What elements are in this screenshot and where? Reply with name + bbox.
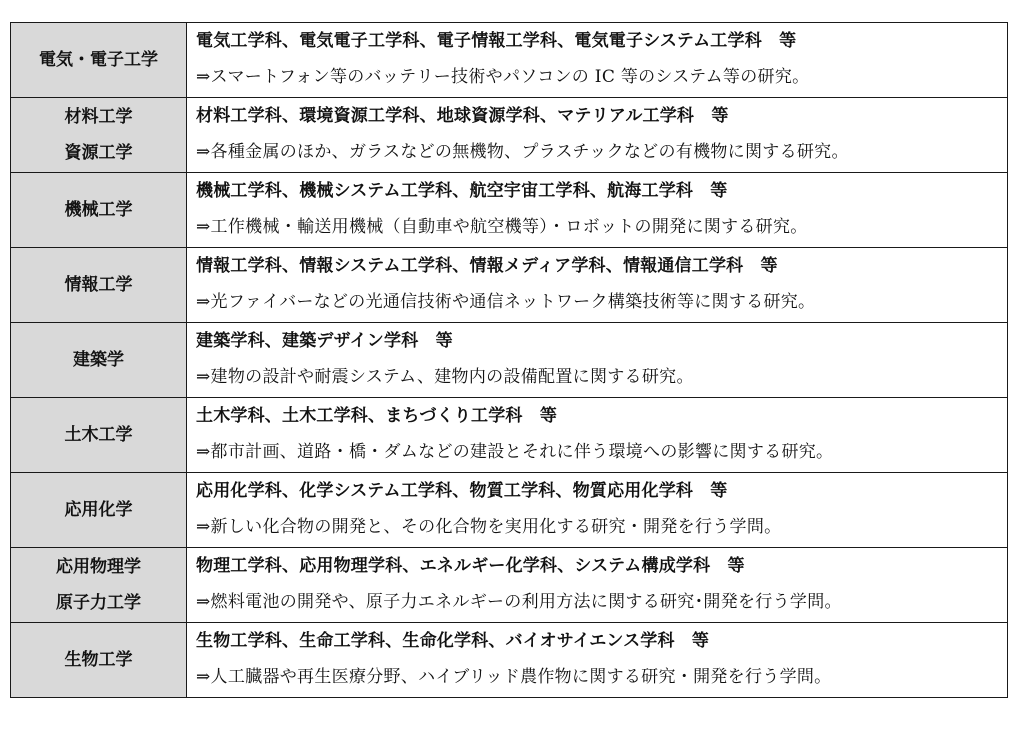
research-description: ⇒各種金属のほか、ガラスなどの無機物、プラスチックなどの有機物に関する研究。 [196,142,849,162]
field-category-name: 電気・電子工学 [39,50,158,70]
research-description: ⇒燃料電池の開発や、原子力エネルギーの利用方法に関する研究･開発を行う学問。 [196,592,842,612]
research-description: ⇒光ファイバーなどの光通信技術や通信ネットワーク構築技術等に関する研究。 [196,292,816,312]
field-description-cell [187,173,1008,248]
department-list: 建築学科、建築デザイン学科 等 [196,331,453,351]
table-row [11,98,1008,173]
field-category-cell [11,248,187,323]
field-description-cell [187,398,1008,473]
field-description-cell [187,548,1008,623]
department-list: 生物工学科、生命工学科、生命化学科、バイオサイエンス学科 等 [196,631,710,651]
field-category-cell [11,323,187,398]
engineering-fields-table [10,22,1008,698]
table-row [11,248,1008,323]
field-description-cell [187,23,1008,98]
table-row [11,23,1008,98]
department-list: 機械工学科、機械システム工学科、航空宇宙工学科、航海工学科 等 [196,181,728,201]
research-description: ⇒人工臓器や再生医療分野、ハイブリッド農作物に関する研究・開発を行う学問。 [196,667,832,687]
field-category-name: 機械工学 [64,200,133,220]
department-list: 応用化学科、化学システム工学科、物質工学科、物質応用化学科 等 [196,481,728,501]
table-row [11,173,1008,248]
table-row [11,473,1008,548]
field-description-cell [187,473,1008,548]
field-category-name: 応用化学 [64,500,133,520]
field-category-cell [11,623,187,698]
research-description: ⇒工作機械・輸送用機械（自動車や航空機等）・ロボットの開発に関する研究。 [196,217,808,237]
department-list: 電気工学科、電気電子工学科、電子情報工学科、電気電子システム工学科 等 [196,31,797,51]
department-list: 土木学科、土木工学科、まちづくり工学科 等 [196,406,558,426]
field-category-name: 資源工学 [64,143,133,163]
field-category-name: 土木工学 [64,425,133,445]
field-category-name: 生物工学 [64,650,133,670]
department-list: 情報工学科、情報システム工学科、情報メディア学科、情報通信工学科 等 [196,256,778,276]
field-category-name: 情報工学 [64,275,133,295]
research-description: ⇒都市計画、道路・橋・ダムなどの建設とそれに伴う環境への影響に関する研究。 [196,442,834,462]
field-description-cell [187,623,1008,698]
field-description-cell [187,98,1008,173]
research-description: ⇒建物の設計や耐震システム、建物内の設備配置に関する研究。 [196,367,694,387]
table-row [11,323,1008,398]
field-category-name: 建築学 [73,350,124,370]
field-category-name: 原子力工学 [56,593,141,613]
table-row [11,623,1008,698]
field-category-cell [11,548,187,623]
table-row [11,398,1008,473]
field-category-cell [11,473,187,548]
department-list: 材料工学科、環境資源工学科、地球資源学科、マテリアル工学科 等 [196,106,729,126]
field-description-cell [187,323,1008,398]
field-description-cell [187,248,1008,323]
research-description: ⇒新しい化合物の開発と、その化合物を実用化する研究・開発を行う学問。 [196,517,782,537]
engineering-fields-table-wrapper [10,22,1007,698]
department-list: 物理工学科、応用物理学科、エネルギー化学科、システム構成学科 等 [196,556,745,576]
research-description: ⇒スマートフォン等のバッテリー技術やパソコンの IC 等のシステム等の研究。 [196,67,810,87]
table-row [11,548,1008,623]
field-category-name: 応用物理学 [56,557,141,577]
field-category-cell [11,173,187,248]
field-category-name: 材料工学 [64,107,133,127]
field-category-cell [11,23,187,98]
field-category-cell [11,98,187,173]
field-category-cell [11,398,187,473]
